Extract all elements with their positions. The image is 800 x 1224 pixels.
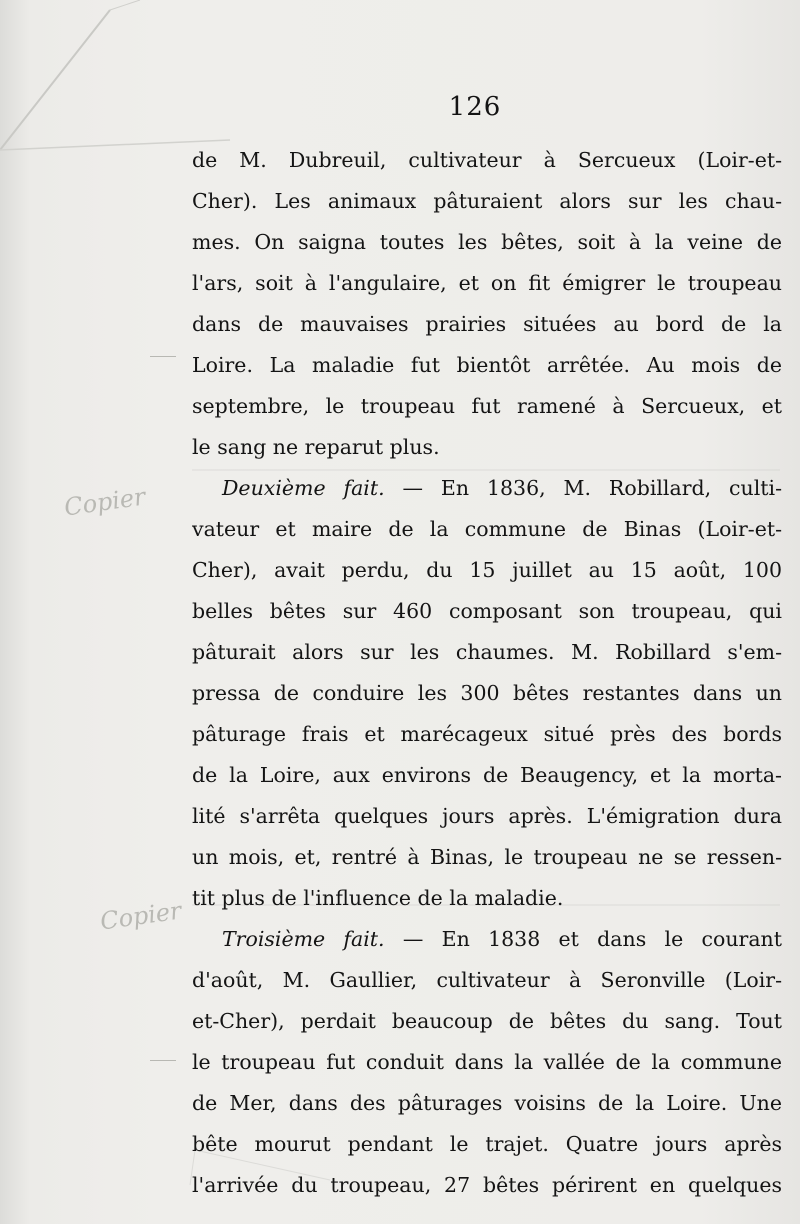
text-line: l'ars, soit à l'angulaire, et on fit émigrer le troupeau (192, 271, 782, 295)
body-text (192, 140, 782, 1206)
page-number: 126 (448, 92, 502, 122)
section-heading-line (192, 468, 782, 509)
text-line-rest: — En 1838 et dans le courant (384, 927, 782, 951)
text-line: septembre, le troupeau fut ramené à Sercueux, et (192, 394, 782, 418)
section-heading-deuxieme: Deuxième fait. (222, 476, 385, 500)
text-line: de M. Dubreuil, cultivateur à Sercueux (Loir-et- (192, 148, 782, 172)
text-line: de la Loire, aux environs de Beaugency, et la morta- (192, 763, 782, 787)
text-line: mes. On saigna toutes les bêtes, soit à la veine de (192, 230, 782, 254)
section-heading-troisieme: Troisième fait. (222, 927, 385, 951)
text-line: pâturage frais et marécageux situé près des bords (192, 722, 782, 746)
text-line: pâturait alors sur les chaumes. M. Robillard s'em- (192, 640, 782, 664)
text-line: et-Cher), perdait beaucoup de bêtes du sang. Tout (192, 1009, 782, 1033)
text-line: Cher). Les animaux pâturaient alors sur les chau- (192, 189, 782, 213)
text-line: le sang ne reparut plus. (192, 435, 440, 459)
text-line: Loire. La maladie fut bientôt arrêtée. Au mois de (192, 353, 782, 377)
margin-tick (150, 1060, 176, 1061)
margin-note-copier: Copier (62, 482, 148, 522)
section-heading-line (192, 919, 782, 960)
text-line: l'arrivée du troupeau, 27 bêtes périrent en quelques (192, 1173, 782, 1197)
text-line: lité s'arrêta quelques jours après. L'émigration dura (192, 804, 782, 828)
text-line: belles bêtes sur 460 composant son troupeau, qui (192, 599, 782, 623)
margin-tick (150, 356, 176, 357)
text-line: dans de mauvaises prairies situées au bord de la (192, 312, 782, 336)
margin-note-copier: Copier (98, 896, 184, 936)
text-line: d'août, M. Gaullier, cultivateur à Seronville (Loir- (192, 968, 782, 992)
text-line-rest: — En 1836, M. Robillard, culti- (384, 476, 782, 500)
text-line: bête mourut pendant le trajet. Quatre jours après (192, 1132, 782, 1156)
text-line: un mois, et, rentré à Binas, le troupeau ne se ressen- (192, 845, 782, 869)
text-line: de Mer, dans des pâturages voisins de la Loire. Une (192, 1091, 782, 1115)
text-line: tit plus de l'influence de la maladie. (192, 886, 564, 910)
text-line: vateur et maire de la commune de Binas (Loir-et- (192, 517, 782, 541)
text-line: le troupeau fut conduit dans la vallée de la commune (192, 1050, 782, 1074)
text-line: pressa de conduire les 300 bêtes restantes dans un (192, 681, 782, 705)
text-line: Cher), avait perdu, du 15 juillet au 15 août, 100 (192, 558, 782, 582)
